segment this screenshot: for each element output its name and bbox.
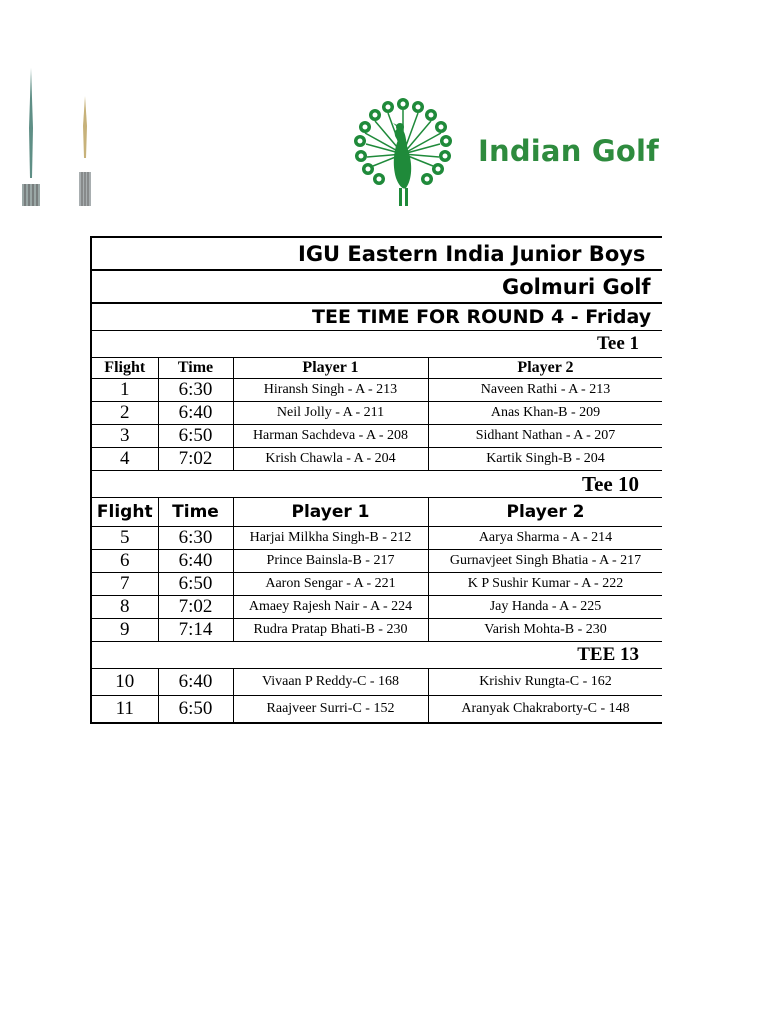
- tee-13-heading: TEE 13: [91, 642, 662, 669]
- table-row: [91, 425, 662, 448]
- player-1-cell: Raajveer Surri-C - 152: [233, 696, 428, 724]
- flight-cell: 6: [91, 550, 158, 573]
- player-2-cell: Krishiv Rungta-C - 162: [428, 669, 662, 696]
- round-title: TEE TIME FOR ROUND 4 - Friday: [91, 303, 662, 331]
- table-row: [91, 696, 662, 724]
- flight-cell: 2: [91, 402, 158, 425]
- flight-header: Flight: [91, 358, 158, 379]
- player-1-cell: Vivaan P Reddy-C - 168: [233, 669, 428, 696]
- table-row: [91, 669, 662, 696]
- trophy-logo-icon: [76, 96, 94, 208]
- time-cell: 6:40: [158, 550, 233, 573]
- time-cell: 6:40: [158, 402, 233, 425]
- table-row: [91, 619, 662, 642]
- flight-header: Flight: [91, 498, 158, 527]
- player-1-cell: Hiransh Singh - A - 213: [233, 379, 428, 402]
- player-2-cell: Aranyak Chakraborty-C - 148: [428, 696, 662, 724]
- tee-1-heading: Tee 1: [91, 331, 662, 358]
- player-1-cell: Rudra Pratap Bhati-B - 230: [233, 619, 428, 642]
- column-header-row: [91, 358, 662, 379]
- player-2-cell: Naveen Rathi - A - 213: [428, 379, 662, 402]
- player-1-cell: Harman Sachdeva - A - 208: [233, 425, 428, 448]
- table-row: [91, 596, 662, 619]
- time-cell: 6:30: [158, 527, 233, 550]
- column-header-row: [91, 498, 662, 527]
- table-row: [91, 379, 662, 402]
- flight-cell: 9: [91, 619, 158, 642]
- player-2-cell: Sidhant Nathan - A - 207: [428, 425, 662, 448]
- player-2-header: Player 2: [428, 498, 662, 527]
- time-cell: 6:50: [158, 573, 233, 596]
- time-cell: 6:50: [158, 696, 233, 724]
- flight-cell: 3: [91, 425, 158, 448]
- flight-cell: 5: [91, 527, 158, 550]
- player-1-header: Player 1: [233, 498, 428, 527]
- flight-cell: 7: [91, 573, 158, 596]
- table-row: [91, 573, 662, 596]
- time-cell: 6:50: [158, 425, 233, 448]
- time-cell: 6:40: [158, 669, 233, 696]
- player-2-cell: K P Sushir Kumar - A - 222: [428, 573, 662, 596]
- player-2-cell: Jay Handa - A - 225: [428, 596, 662, 619]
- flight-cell: 8: [91, 596, 158, 619]
- player-1-cell: Neil Jolly - A - 211: [233, 402, 428, 425]
- player-1-cell: Amaey Rajesh Nair - A - 224: [233, 596, 428, 619]
- trophy-logo-icon: [20, 68, 42, 208]
- player-2-cell: Varish Mohta-B - 230: [428, 619, 662, 642]
- player-1-cell: Prince Bainsla-B - 217: [233, 550, 428, 573]
- table-row: [91, 527, 662, 550]
- player-2-cell: Aarya Sharma - A - 214: [428, 527, 662, 550]
- time-cell: 7:14: [158, 619, 233, 642]
- table-row: [91, 550, 662, 573]
- player-2-cell: Gurnavjeet Singh Bhatia - A - 217: [428, 550, 662, 573]
- time-header: Time: [158, 498, 233, 527]
- table-row: [91, 448, 662, 471]
- event-title: IGU Eastern India Junior Boys: [91, 237, 662, 270]
- flight-cell: 10: [91, 669, 158, 696]
- player-1-header: Player 1: [233, 358, 428, 379]
- player-1-cell: Krish Chawla - A - 204: [233, 448, 428, 471]
- peacock-logo-icon: [350, 94, 456, 208]
- time-cell: 6:30: [158, 379, 233, 402]
- player-2-cell: Kartik Singh-B - 204: [428, 448, 662, 471]
- player-1-cell: Aaron Sengar - A - 221: [233, 573, 428, 596]
- flight-cell: 11: [91, 696, 158, 724]
- table-row: [91, 402, 662, 425]
- player-2-header: Player 2: [428, 358, 662, 379]
- time-cell: 7:02: [158, 448, 233, 471]
- tee-time-sheet: [90, 236, 662, 724]
- time-cell: 7:02: [158, 596, 233, 619]
- player-1-cell: Harjai Milkha Singh-B - 212: [233, 527, 428, 550]
- venue-title: Golmuri Golf: [91, 270, 662, 303]
- time-header: Time: [158, 358, 233, 379]
- flight-cell: 4: [91, 448, 158, 471]
- brand-name: Indian Golf: [478, 134, 659, 168]
- tee-time-table: [90, 236, 662, 724]
- player-2-cell: Anas Khan-B - 209: [428, 402, 662, 425]
- flight-cell: 1: [91, 379, 158, 402]
- tee-10-heading: Tee 10: [91, 471, 662, 498]
